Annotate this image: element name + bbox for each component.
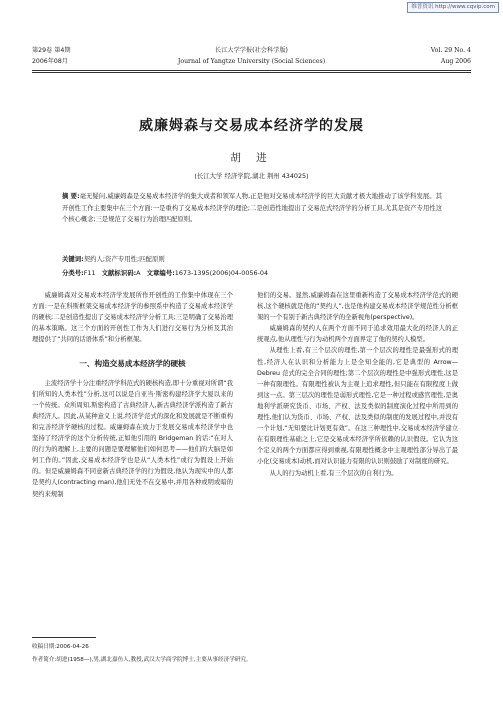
article-author: 胡 进 xyxy=(230,152,273,164)
footnote-received: 收稿日期:2006-04-26 xyxy=(32,644,89,650)
article-number-label: 文章编号: xyxy=(146,269,175,277)
section-heading: 一、构造交易成本经济学的硬核 xyxy=(79,359,186,369)
article-number-value: 1673-1395(2006)04-0056-04 xyxy=(174,269,269,277)
body-paragraph: 从人的行为动机上看,有三个层次的自利行为。 xyxy=(269,469,398,477)
header-rule-thin xyxy=(32,72,471,73)
body-paragraph: 威廉姆森的契约人在两个方面不同于追求效用最大化的经济人的正统观点,他从理性与行为动机两个方面界定了他的契约人模型。 xyxy=(257,325,458,344)
abstract-label: 摘 要: xyxy=(62,193,80,200)
left-column xyxy=(32,290,233,500)
header-volume: 第29卷 第4期 xyxy=(32,47,71,54)
article-title: 威廉姆森与交易成本经济学的发展 xyxy=(139,118,364,134)
body-paragraph: 主流经济学十分注重经济学科范式的硬核构造,即十分重视对所谓“我们所知的人类本性”分析,这可以说是自亚当·斯密构建经济学大厦以来的一个传统。众所周知,斯密构造了古典经济人,新古典经济学派构造了新古典经济人。因此,从某种意义上说,经济学范式的深化和发展就是不断重构和完善经济学硬核的过程。威廉姆森在致力于发展交易成本经济学中也坚持了经济学的这个分析传统,正如他引用的 Bridgeman 的话:“在对人的行为的理解上,主要的问题是要理解他们如何思考——他们的大脑是如何工作的。”因此,交易成本经济学也是从“人类本性”或行为假设上开始的。但是威廉姆森不同意新古典经济学的行为假设,他认为现实中的人都是契约人(contracting man),他们无处不在交易中,并用各种或明或暗的契约来规制 xyxy=(32,379,233,498)
doc-code-label: 文献标识码: xyxy=(101,269,137,277)
header-date: 2006年08月 xyxy=(32,58,68,65)
right-column xyxy=(257,290,458,479)
intro-paragraph: 威廉姆森对交易成本经济学发展所作开创性的工作集中体现在三个方面:一是在科斯框架交易成本经济学的参照系中构造了交易成本经济学的硬核;二是创造性提出了交易成本经济学分析工具;三是明确了交易治理的基本策略。这三个方面的开创性工作为人们进行交易行为分析及其治理提供了“共同的话语体系”和分析框架。 xyxy=(32,292,233,344)
keywords-text: 契约人;资产专用性;匹配原则 xyxy=(83,255,165,263)
source-watermark: 维普资讯 http://www.cqvip.com xyxy=(407,2,499,13)
keywords-line xyxy=(62,254,165,263)
abstract-text: 毫无疑问,威廉姆森是交易成本经济学的集大成者和领军人物,正是他对交易成本经济学的巨大贡献才极大地推动了该学科发展。其开创性工作主要集中在三个方面:一是重构了交易成本经济学的理论;二是创造性地提出了交易范式经济学的分析工具,尤其是资产专用性这个核心概念;三是规范了交易行为治理匹配原则。 xyxy=(62,193,442,224)
header-journal-en: Journal of Yangtze University (Social Sciences) xyxy=(177,58,326,65)
abstract xyxy=(62,191,442,226)
classification-value: F11 xyxy=(83,269,96,277)
footnote-rule xyxy=(32,637,96,638)
header-month: Aug 2006 xyxy=(440,58,471,65)
body-paragraph: 从理性上看,有三个层次的理性,第一个层次的理性是最强形式的理性,经济人在认识和分析能力上是全知全能的,它是典型的 Arrow—Debreu 范式的完全合同的理性;第二个层次的理性是中强形式理性,这是一种有限理性。有限理性被认为主观上追求理性,但只能在有限程度上做到这一点。第三层次的理性是弱形式理性,它是一种过程或感官理性,是奥地利学派研究货币、市场、产权、法及类似的制度演化过程中所用到的理性,他们认为货币、市场、产权、法及类似的制度的发展过程中,并没有一个计划,“无知要比计划更有效”。在这三种理性中,交易成本经济学建立在有限理性基础之上,它是交易成本经济学所依赖的认识假设。它认为这个定义的两个方面都应得到重视,有限理性概念中主观理性部分导出了最小化(交易成本)动机,而对认识能力有限的认识则鼓励了对制度的研究。 xyxy=(257,347,458,466)
footnote-author: 作者简介:胡进(1958—),男,湖北嘉鱼人,教授,武汉大学商学院博士,主要从事经济学研究。 xyxy=(32,657,252,663)
doc-code-value: A xyxy=(136,269,141,277)
continued-paragraph: 他们的交易。显然,威廉姆森在这里重新构造了交易成本经济学范式的硬核,这个硬核就是他的“契约人”,也是他构建交易成本经济学规范性分析框架的一个有别于新古典经济学的全新视角(perspective)。 xyxy=(257,292,458,322)
keywords-label: 关键词: xyxy=(62,255,84,263)
header-rule xyxy=(32,70,471,71)
header-vol-no: Vol. 29 No. 4 xyxy=(430,47,471,54)
author-affiliation: (长江大学 经济学院,湖北 荆州 434025) xyxy=(194,172,309,180)
header-journal-cn: 长江大学学报(社会科学版) xyxy=(215,47,288,54)
classification-label: 分类号: xyxy=(62,269,84,277)
classification-line xyxy=(62,268,268,277)
